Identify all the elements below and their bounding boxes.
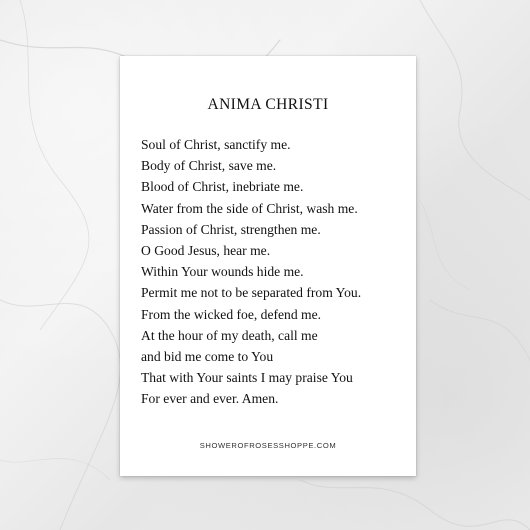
prayer-line: Permit me not to be separated from You. bbox=[141, 285, 362, 301]
prayer-title: ANIMA CHRISTI bbox=[207, 96, 329, 113]
prayer-line: Within Your wounds hide me. bbox=[141, 264, 304, 280]
shop-url: SHOWEROFROSESSHOPPE.COM bbox=[199, 441, 337, 450]
prayer-line: Passion of Christ, strengthen me. bbox=[141, 221, 321, 237]
prayer-line: Body of Christ, save me. bbox=[141, 158, 277, 174]
prayer-line: Soul of Christ, sanctify me. bbox=[141, 137, 291, 152]
prayer-line: From the wicked foe, defend me. bbox=[141, 306, 322, 322]
prayer-line: O Good Jesus, hear me. bbox=[141, 243, 271, 259]
prayer-line: For ever and ever. Amen. bbox=[141, 391, 279, 407]
prayer-line: and bid me come to You bbox=[141, 349, 274, 365]
prayer-card bbox=[120, 56, 416, 476]
prayer-text bbox=[141, 134, 361, 410]
prayer-line: Blood of Christ, inebriate me. bbox=[141, 179, 304, 195]
prayer-line: That with Your saints I may praise You bbox=[141, 370, 353, 386]
prayer-line: At the hour of my death, call me bbox=[141, 327, 318, 343]
prayer-line: Water from the side of Christ, wash me. bbox=[141, 200, 358, 216]
